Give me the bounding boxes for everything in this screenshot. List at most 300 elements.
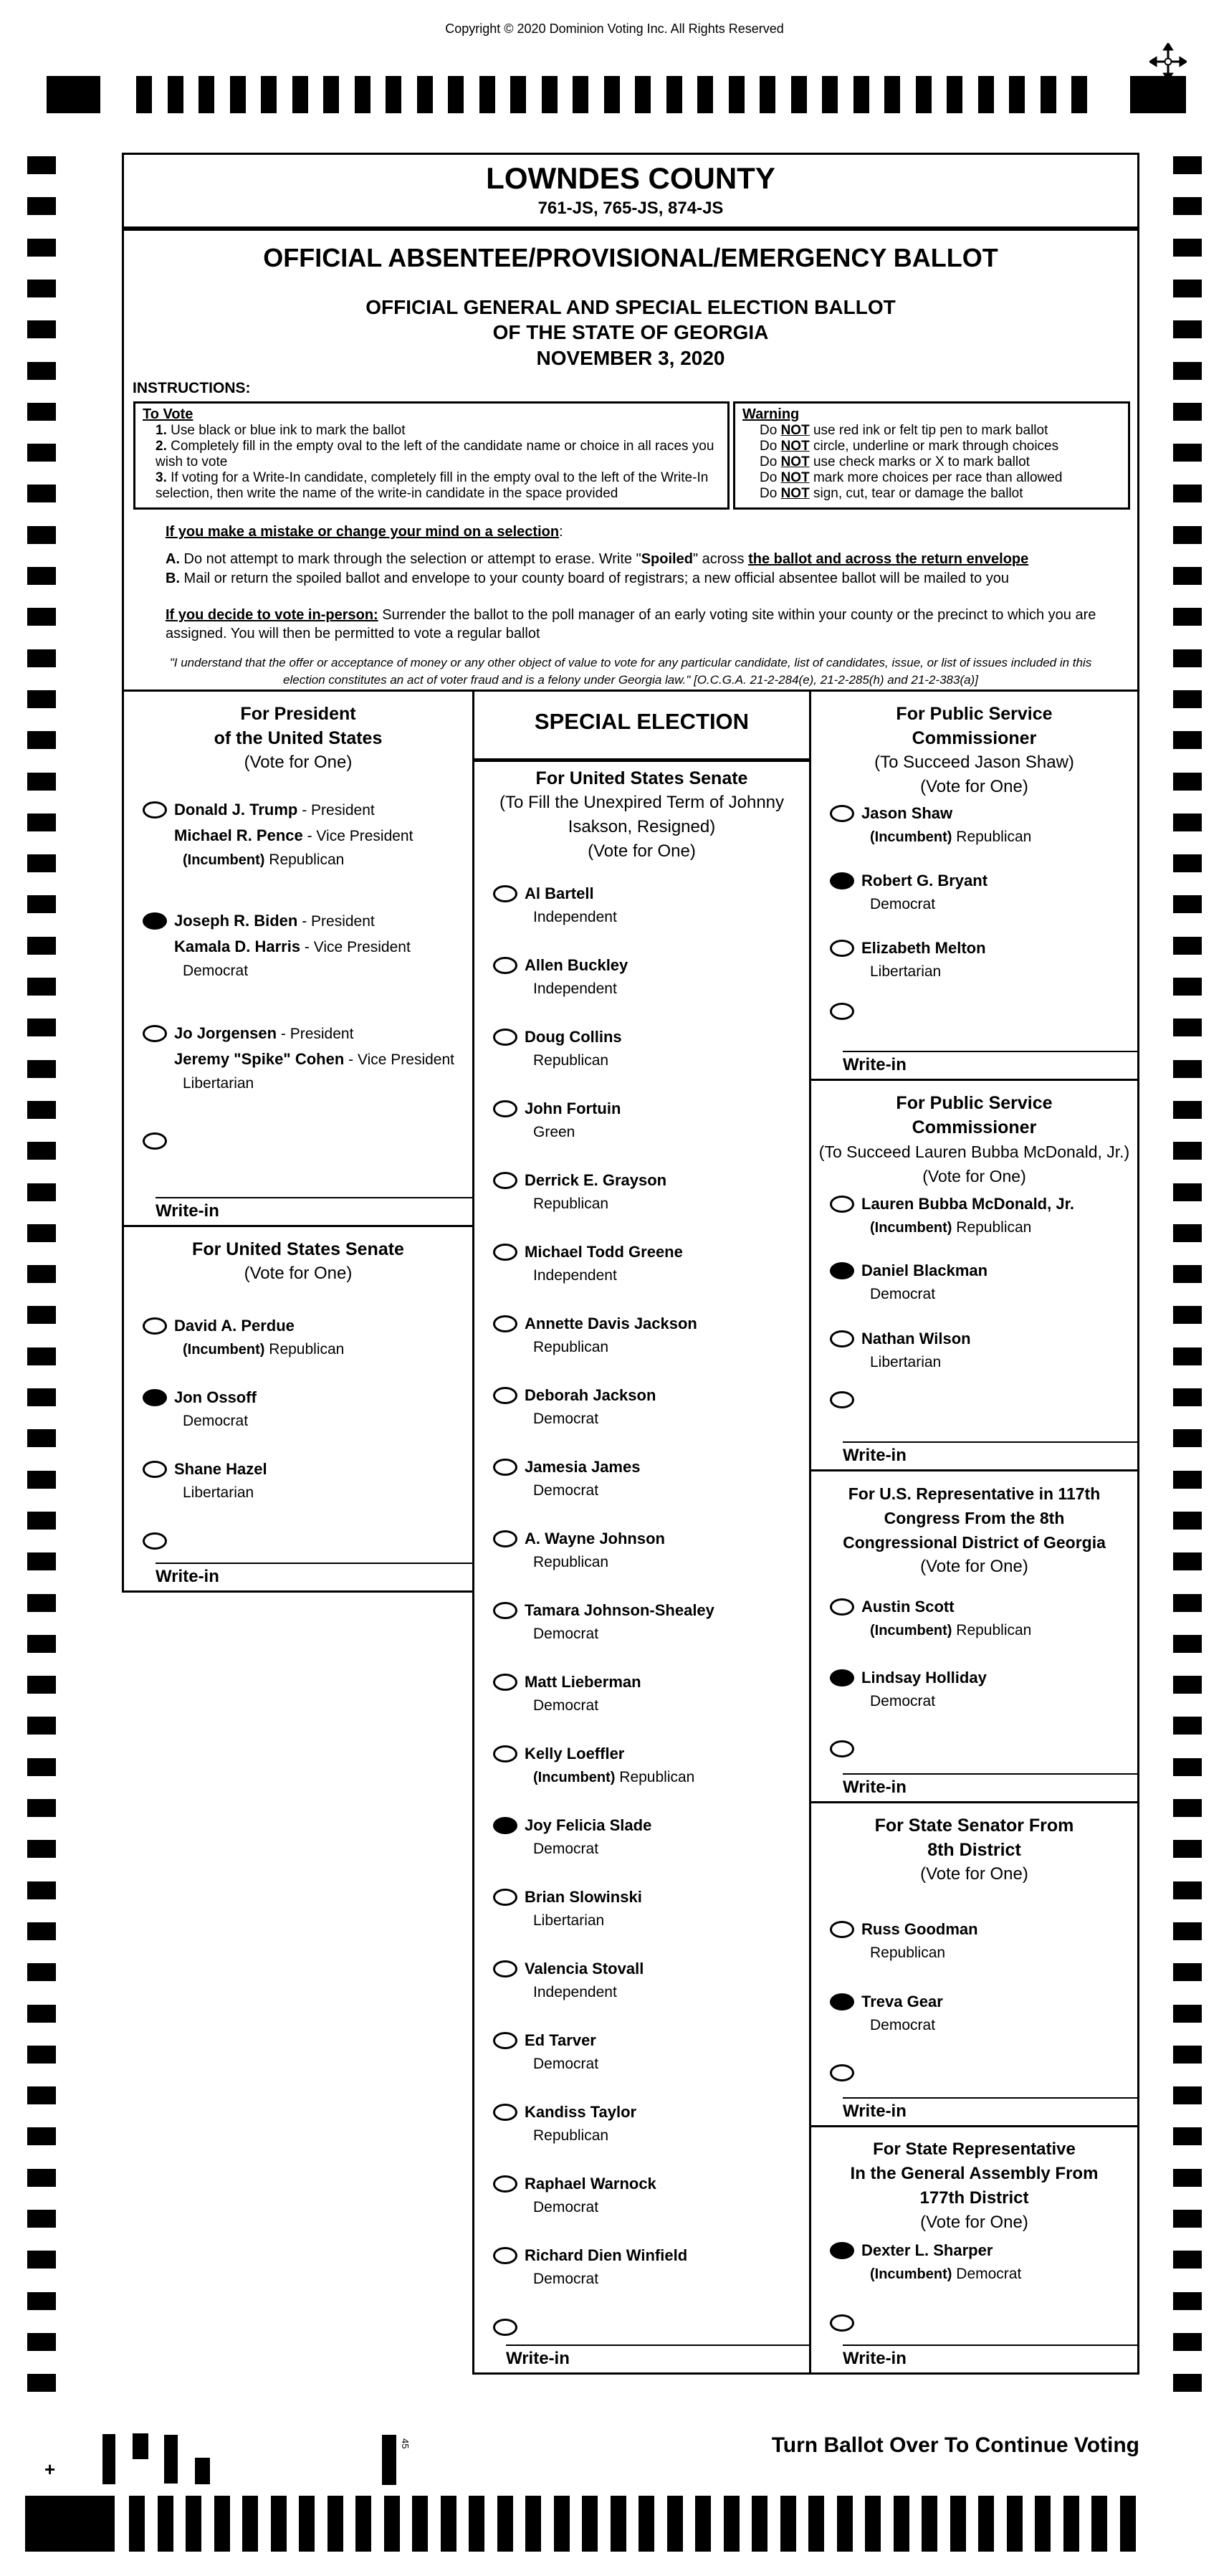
candidate-name: Matt Lieberman	[525, 1673, 641, 1691]
timing-mark	[129, 2496, 145, 2552]
candidate-party: Republican	[870, 1945, 946, 1961]
timing-mark	[1071, 76, 1087, 113]
candidate-party: Libertarian	[533, 1912, 605, 1929]
timing-mark	[1173, 2169, 1202, 2187]
timing-mark	[242, 2496, 258, 2552]
candidate-row	[474, 1311, 809, 1359]
candidate-row	[474, 1813, 809, 1861]
timing-mark	[525, 2496, 541, 2552]
race-senate	[122, 1227, 474, 1593]
choice-oval[interactable]	[493, 957, 517, 974]
timing-mark	[27, 403, 56, 421]
candidate-name-2: Kamala D. Harris - Vice President	[174, 938, 411, 955]
candidate-row	[474, 1741, 809, 1789]
warning-rule: Do NOT mark more choices per race than allowed	[760, 470, 1063, 485]
candidate-row	[124, 1385, 472, 1433]
special-election-banner: SPECIAL ELECTION	[472, 692, 811, 762]
candidate-name: David A. Perdue	[174, 1317, 295, 1335]
choice-oval-filled[interactable]	[143, 1389, 167, 1406]
write-in-area	[506, 2344, 809, 2370]
candidate-party: Libertarian	[870, 1354, 942, 1370]
timing-mark	[1173, 1594, 1202, 1612]
timing-mark	[186, 2496, 201, 2552]
timing-mark	[355, 76, 370, 113]
write-in-label: Write-in	[843, 2102, 907, 2121]
to-vote-rule: 2. Completely fill in the empty oval to the left of the candidate name or choice in all races you wish to vote	[156, 439, 714, 469]
timing-mark	[27, 1963, 56, 1981]
timing-mark	[697, 76, 713, 113]
choice-oval[interactable]	[493, 2175, 517, 2193]
candidate-party: Libertarian	[870, 963, 942, 980]
timing-mark	[27, 485, 56, 502]
race-staterep177	[809, 2127, 1139, 2375]
warning-rule: Do NOT circle, underline or mark through choices	[760, 439, 1059, 454]
candidate-party: Democrat	[870, 896, 936, 912]
choice-oval[interactable]	[493, 2032, 517, 2049]
candidate-party: Democrat	[183, 963, 249, 979]
choice-oval-filled[interactable]	[143, 912, 167, 930]
candidate-party: Independent	[533, 1267, 617, 1284]
timing-mark	[1173, 2005, 1202, 2023]
stub-number: 45	[400, 2438, 411, 2449]
choice-oval[interactable]	[830, 1598, 854, 1616]
choice-oval[interactable]	[493, 1889, 517, 1906]
candidate-party: Democrat	[533, 2056, 599, 2072]
candidate-row	[474, 1598, 809, 1646]
choice-oval[interactable]	[493, 1387, 517, 1404]
timing-mark	[27, 1594, 56, 1612]
mistake-heading: If you make a mistake or change your mind on a selection:	[166, 524, 563, 540]
corner-plus-mark: +	[44, 2458, 56, 2480]
instructions-label: INSTRUCTIONS:	[133, 380, 251, 396]
write-in-label: Write-in	[843, 1778, 907, 1797]
candidate-row	[811, 1989, 1137, 2037]
timing-mark	[666, 76, 682, 113]
timing-mark	[27, 1306, 56, 1324]
timing-mark	[542, 76, 558, 113]
choice-oval-filled[interactable]	[493, 1817, 517, 1834]
race-usrep8	[809, 1471, 1139, 1803]
timing-mark	[1173, 1429, 1202, 1447]
barcode-bar	[195, 2458, 210, 2484]
timing-mark	[1041, 76, 1056, 113]
candidate-name: Tamara Johnson-Shealey	[525, 1601, 714, 1619]
candidate-row	[474, 1096, 809, 1144]
timing-mark	[27, 1552, 56, 1570]
candidate-name: Austin Scott	[861, 1598, 955, 1616]
timing-mark	[947, 76, 962, 113]
timing-mark	[27, 773, 56, 791]
timing-mark	[635, 76, 651, 113]
candidate-party: Democrat	[533, 1697, 599, 1714]
header-divider	[124, 226, 1137, 231]
choice-oval[interactable]	[493, 885, 517, 902]
timing-mark	[604, 76, 620, 113]
timing-mark	[158, 2496, 173, 2552]
choice-oval-filled[interactable]	[830, 2242, 854, 2259]
candidate-name: Kelly Loeffler	[525, 1745, 625, 1762]
candidate-name: Robert G. Bryant	[861, 872, 988, 889]
choice-oval[interactable]	[143, 1025, 167, 1042]
candidate-name: Annette Davis Jackson	[525, 1315, 697, 1332]
candidate-party: Democrat	[533, 1482, 599, 1499]
timing-mark	[384, 2496, 400, 2552]
timing-block	[47, 76, 100, 113]
election-date: NOVEMBER 3, 2020	[536, 347, 725, 369]
choice-oval[interactable]	[493, 1602, 517, 1619]
candidate-party: Green	[533, 1124, 575, 1140]
timing-mark	[27, 362, 56, 380]
candidate-name: Jon Ossoff	[174, 1388, 257, 1406]
timing-mark	[1173, 1963, 1202, 1981]
timing-mark	[271, 2496, 287, 2552]
timing-mark	[695, 2496, 711, 2552]
write-in-oval[interactable]	[830, 1003, 854, 1020]
timing-mark	[27, 2086, 56, 2104]
timing-mark	[1173, 1019, 1202, 1036]
candidate-name: Joy Felicia Slade	[525, 1816, 652, 1834]
timing-mark	[1009, 76, 1025, 113]
candidate-name: Shane Hazel	[174, 1460, 267, 1478]
write-in-oval[interactable]	[830, 2064, 854, 2081]
timing-mark	[27, 1512, 56, 1530]
candidate-name: John Fortuin	[525, 1099, 621, 1117]
candidate-name: Donald J. Trump - President	[174, 801, 375, 819]
timing-mark	[1173, 649, 1202, 667]
timing-mark	[27, 1060, 56, 1078]
timing-mark	[916, 76, 932, 113]
timing-mark	[1173, 362, 1202, 380]
choice-oval-filled[interactable]	[830, 1669, 854, 1687]
instructions-row	[133, 401, 1130, 510]
mistake-instructions	[124, 550, 1137, 588]
choice-oval-filled[interactable]	[830, 1993, 854, 2010]
choice-oval[interactable]	[493, 1960, 517, 1978]
timing-mark	[479, 76, 495, 113]
timing-mark	[27, 608, 56, 626]
timing-mark	[261, 76, 277, 113]
candidate-party: Libertarian	[183, 1075, 254, 1092]
timing-mark	[1173, 320, 1202, 338]
timing-mark	[1173, 1717, 1202, 1735]
candidate-name: Nathan Wilson	[861, 1330, 971, 1347]
candidate-name: Deborah Jackson	[525, 1386, 656, 1404]
timing-mark	[1173, 2086, 1202, 2104]
timing-mark	[27, 280, 56, 297]
timing-mark	[27, 1635, 56, 1653]
choice-oval[interactable]	[493, 1315, 517, 1332]
candidate-party: (Incumbent) Republican	[870, 829, 1032, 845]
timing-mark	[1007, 2496, 1023, 2552]
warning-rule: Do NOT use red ink or felt tip pen to mark ballot	[760, 423, 1048, 438]
candidate-row	[124, 1456, 472, 1504]
candidate-row	[124, 797, 472, 872]
candidate-name: Al Bartell	[525, 884, 594, 902]
choice-oval[interactable]	[493, 1745, 517, 1762]
candidate-name: Joseph R. Biden - President	[174, 912, 375, 930]
candidate-row	[474, 1884, 809, 1932]
candidate-party: (Incumbent) Republican	[870, 1219, 1032, 1236]
race-senate-special	[472, 762, 811, 2375]
timing-mark	[1173, 1922, 1202, 1940]
timing-mark	[27, 1758, 56, 1776]
timing-mark	[1173, 1552, 1202, 1570]
candidate-party: Democrat	[870, 2017, 936, 2033]
candidate-row	[811, 1258, 1137, 1306]
in-person-instructions: If you decide to vote in-person: Surrender the ballot to the poll manager of an early voting site within your county or the precinct to which you are assigned. You will then be permitted to vote a regular ballot	[166, 607, 1096, 641]
choice-oval[interactable]	[830, 805, 854, 822]
write-in-oval[interactable]	[143, 1132, 167, 1150]
race-title: For Public Service Commissioner (To Succeed Lauren Bubba McDonald, Jr.) (Vote for One)	[818, 1093, 1130, 1186]
timing-mark	[1091, 2496, 1107, 2552]
candidate-row	[474, 1669, 809, 1717]
candidate-party: Democrat	[533, 1841, 599, 1857]
barcode-bar	[102, 2434, 115, 2484]
choice-oval[interactable]	[493, 1244, 517, 1261]
candidate-party: Republican	[533, 1196, 609, 1212]
candidate-party: Democrat	[533, 1626, 599, 1642]
candidate-party: (Incumbent) Democrat	[870, 2266, 1022, 2282]
race-title: For State Representative In the General Assembly From 177th District (Vote for One)	[850, 2139, 1099, 2232]
timing-mark	[894, 2496, 909, 2552]
race-title: For United States Senate (To Fill the Unexpired Term of Johnny Isakson, Resigned) (Vote for One)	[499, 768, 785, 861]
timing-mark	[27, 2005, 56, 2023]
timing-mark	[497, 2496, 513, 2552]
timing-mark	[1173, 1306, 1202, 1324]
warning-rules	[742, 423, 1121, 502]
candidate-party: Republican	[533, 1052, 609, 1069]
choice-oval[interactable]	[493, 1459, 517, 1476]
timing-mark	[978, 2496, 994, 2552]
to-vote-rules	[143, 423, 720, 502]
candidate-row	[474, 1383, 809, 1431]
timing-mark	[1173, 567, 1202, 585]
choice-oval[interactable]	[143, 1317, 167, 1335]
timing-mark	[1173, 731, 1202, 749]
candidate-row	[474, 1454, 809, 1502]
choice-oval[interactable]	[143, 1461, 167, 1478]
race-title: For President of the United States (Vote for One)	[214, 704, 383, 772]
candidate-name: Valencia Stovall	[525, 1960, 644, 1978]
candidate-name: Jamesia James	[525, 1458, 641, 1476]
race-title: For U.S. Representative in 117th Congress From the 8th Congressional District of Georgia (Vote for One)	[843, 1484, 1106, 1576]
timing-mark	[510, 76, 526, 113]
candidate-party: (Incumbent) Republican	[533, 1769, 695, 1785]
choice-oval-filled[interactable]	[830, 1262, 854, 1279]
timing-mark	[1173, 2374, 1202, 2392]
timing-mark	[27, 854, 56, 872]
write-in-oval[interactable]	[830, 2314, 854, 2332]
timing-mark	[1173, 1512, 1202, 1530]
timing-block	[25, 2496, 115, 2552]
candidate-name: Elizabeth Melton	[861, 939, 986, 957]
race-psc1	[809, 692, 1139, 1081]
candidate-row	[811, 1191, 1137, 1239]
timing-mark	[27, 1101, 56, 1119]
candidate-party: Libertarian	[183, 1484, 254, 1501]
timing-mark	[230, 76, 246, 113]
timing-mark	[853, 76, 869, 113]
candidate-party: Republican	[533, 1554, 609, 1570]
candidate-name: Jason Shaw	[861, 804, 953, 822]
barcode-bar	[133, 2433, 148, 2459]
timing-mark	[27, 1388, 56, 1406]
timing-mark	[27, 1183, 56, 1201]
timing-mark	[1173, 690, 1202, 708]
choice-oval[interactable]	[143, 801, 167, 819]
timing-mark	[27, 649, 56, 667]
timing-mark	[1173, 403, 1202, 421]
timing-mark	[1173, 773, 1202, 791]
timing-mark	[136, 76, 152, 113]
mistake-line: B. Mail or return the spoiled ballot and envelope to your county board of registrars; a new official absentee ballot will be mailed to you	[166, 571, 1009, 586]
timing-mark	[27, 1265, 56, 1283]
timing-mark	[582, 2496, 598, 2552]
timing-mark	[1173, 814, 1202, 831]
candidate-name: Brian Slowinski	[525, 1888, 642, 1906]
write-in-area	[843, 1441, 1137, 1467]
timing-mark	[214, 2496, 230, 2552]
timing-mark	[1063, 2496, 1079, 2552]
candidate-party: Democrat	[533, 2271, 599, 2287]
timing-mark	[27, 1717, 56, 1735]
write-in-area	[843, 1051, 1137, 1077]
candidate-name: Derrick E. Grayson	[525, 1171, 667, 1189]
timing-mark	[27, 526, 56, 544]
timing-mark	[1173, 280, 1202, 297]
timing-mark	[1120, 2496, 1136, 2552]
candidate-name: Treva Gear	[861, 1993, 943, 2010]
timing-mark	[27, 2046, 56, 2064]
turn-ballot-over-text: Turn Ballot Over To Continue Voting	[771, 2433, 1139, 2457]
timing-mark	[27, 937, 56, 955]
timing-mark	[780, 2496, 796, 2552]
write-in-oval[interactable]	[493, 2319, 517, 2336]
candidate-party: Democrat	[870, 1286, 936, 1302]
candidate-name: Kandiss Taylor	[525, 2103, 637, 2121]
choice-oval[interactable]	[493, 1674, 517, 1691]
timing-block	[1130, 76, 1186, 113]
timing-mark	[1173, 2251, 1202, 2269]
timing-mark	[1173, 1224, 1202, 1242]
race-psc2	[809, 1081, 1139, 1471]
candidate-name: Jo Jorgensen - President	[174, 1024, 354, 1042]
choice-oval[interactable]	[830, 1196, 854, 1213]
timing-mark	[837, 2496, 853, 2552]
timing-mark	[978, 76, 994, 113]
timing-mark	[1173, 1388, 1202, 1406]
candidate-name: Lindsay Holliday	[861, 1669, 987, 1687]
race-statesen8	[809, 1803, 1139, 2127]
timing-mark	[865, 2496, 881, 2552]
timing-mark	[27, 690, 56, 708]
timing-mark	[1173, 895, 1202, 913]
timing-mark	[1173, 1101, 1202, 1119]
choice-oval[interactable]	[493, 2104, 517, 2121]
timing-mark	[168, 76, 183, 113]
timing-mark	[1173, 937, 1202, 955]
timing-mark	[441, 2496, 456, 2552]
timing-mark	[27, 1224, 56, 1242]
candidate-name: Ed Tarver	[525, 2031, 596, 2049]
candidate-party: Independent	[533, 981, 617, 997]
race-title: For Public Service Commissioner (To Succeed Jason Shaw) (Vote for One)	[874, 704, 1074, 796]
choice-oval[interactable]	[493, 1172, 517, 1189]
choice-oval[interactable]	[830, 1330, 854, 1347]
timing-mark	[448, 76, 464, 113]
choice-oval[interactable]	[493, 1100, 517, 1117]
timing-mark	[27, 1142, 56, 1160]
candidate-name: Michael Todd Greene	[525, 1243, 683, 1261]
timing-mark	[1173, 197, 1202, 215]
timing-mark	[1173, 156, 1202, 174]
timing-mark	[1173, 1183, 1202, 1201]
candidate-row	[811, 935, 1137, 983]
write-in-oval[interactable]	[143, 1532, 167, 1550]
choice-oval[interactable]	[493, 2247, 517, 2264]
timing-mark	[611, 2496, 626, 2552]
timing-mark	[27, 156, 56, 174]
mistake-line: A. Do not attempt to mark through the selection or attempt to erase. Write "Spoiled" across the ballot and across the return envelope	[166, 551, 1029, 567]
timing-mark	[27, 731, 56, 749]
choice-oval[interactable]	[493, 1029, 517, 1046]
barcode-bar	[164, 2435, 178, 2484]
timing-mark	[1173, 1471, 1202, 1489]
race-title: For State Senator From 8th District (Vote for One)	[874, 1816, 1074, 1884]
timing-mark	[27, 1881, 56, 1899]
timing-mark	[27, 197, 56, 215]
candidate-name: Allen Buckley	[525, 956, 628, 974]
candidate-name-2: Michael R. Pence - Vice President	[174, 826, 413, 844]
candidate-name: Daniel Blackman	[861, 1261, 988, 1279]
candidate-name: Richard Dien Winfield	[525, 2246, 688, 2264]
candidate-party: Republican	[533, 1339, 609, 1355]
timing-mark	[1173, 1881, 1202, 1899]
candidate-party: Independent	[533, 1984, 617, 2000]
candidate-row	[474, 881, 809, 929]
timing-mark	[729, 76, 745, 113]
candidate-name: Russ Goodman	[861, 1920, 978, 1938]
choice-oval[interactable]	[830, 1921, 854, 1938]
timing-mark	[27, 895, 56, 913]
write-in-area	[843, 2097, 1137, 2123]
choice-oval-filled[interactable]	[830, 872, 854, 889]
candidate-name: Lauren Bubba McDonald, Jr.	[861, 1195, 1075, 1213]
race-president	[122, 692, 474, 1227]
timing-mark	[27, 978, 56, 996]
ballot-type-title: OFFICIAL ABSENTEE/PROVISIONAL/EMERGENCY BALLOT	[263, 243, 998, 272]
candidate-party: Democrat	[183, 1413, 249, 1429]
write-in-area	[156, 1197, 472, 1223]
candidate-row	[474, 953, 809, 1001]
candidate-name: Dexter L. Sharper	[861, 2241, 993, 2259]
timing-mark	[327, 2496, 343, 2552]
timing-mark	[639, 2496, 654, 2552]
candidate-row	[811, 1917, 1137, 1965]
write-in-oval[interactable]	[830, 1391, 854, 1408]
choice-oval[interactable]	[830, 940, 854, 957]
candidate-row	[474, 1024, 809, 1072]
timing-mark	[1173, 526, 1202, 544]
timing-mark	[27, 2374, 56, 2392]
timing-mark	[27, 2292, 56, 2310]
candidate-row	[124, 908, 472, 983]
candidate-row	[474, 1526, 809, 1574]
write-in-oval[interactable]	[830, 1740, 854, 1757]
choice-oval[interactable]	[493, 1530, 517, 1547]
candidate-name: Doug Collins	[525, 1028, 622, 1046]
timing-mark	[27, 1019, 56, 1036]
